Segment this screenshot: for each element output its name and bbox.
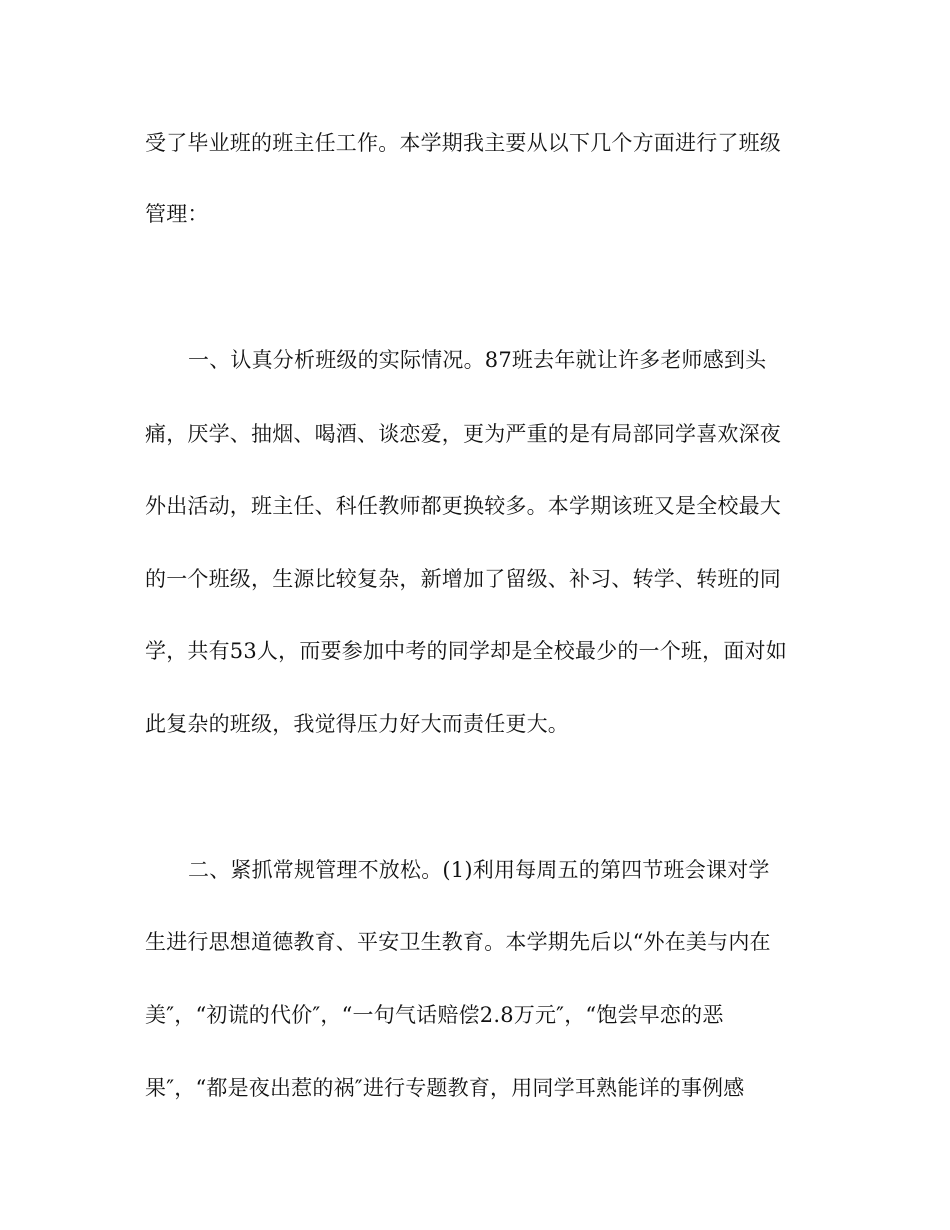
section-two-line-2: 生进行思想道德教育、平安卫生教育。本学期先后以“外在美与内在 [145,930,771,954]
section-two-line-1: 二、紧抓常规管理不放松。(1)利用每周五的第四节班会课对学 [188,858,770,882]
section-two-line-3: 美″，“初谎的代价″，“一句气话赔偿2.8万元″，“饱尝早恋的恶 [145,1003,724,1027]
intro-line-1: 受了毕业班的班主任工作。本学期我主要从以下几个方面进行了班级 [145,131,781,155]
section-two-line-4: 果″，“都是夜出惹的祸″进行专题教育，用同学耳熟能详的事例感 [145,1076,745,1100]
section-one-line-2: 痛，厌学、抽烟、喝酒、谈恋爱，更为严重的是有局部同学喜欢深夜 [145,422,781,446]
intro-line-2: 管理： [145,202,209,226]
section-one-line-4: 的一个班级，生源比较复杂，新增加了留级、补习、转学、转班的同 [145,567,781,591]
section-one-line-5: 学，共有53人，而要参加中考的同学却是全校最少的一个班，面对如 [145,639,787,663]
section-one-line-3: 外出活动，班主任、科任教师都更换较多。本学期该班又是全校最大 [145,494,781,518]
section-one-line-6: 此复杂的班级，我觉得压力好大而责任更大。 [145,712,569,736]
section-one-line-1: 一、认真分析班级的实际情况。87班去年就让许多老师感到头 [188,348,767,372]
